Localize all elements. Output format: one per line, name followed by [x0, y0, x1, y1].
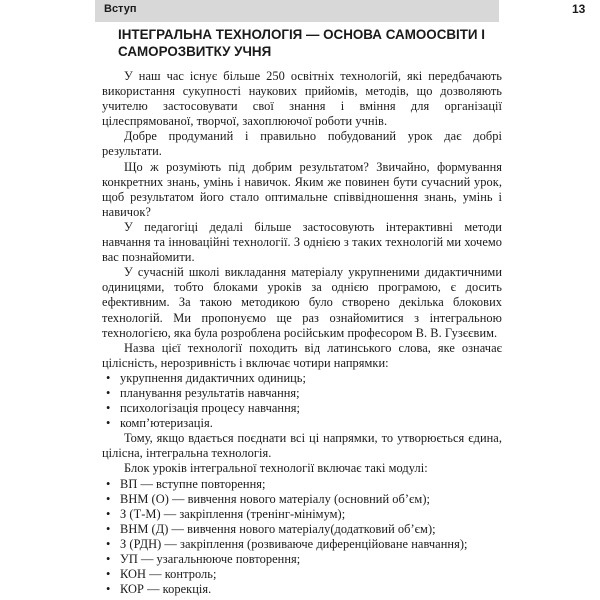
list-item: • комп’ютеризація.: [102, 416, 502, 431]
list-item: • планування результатів навчання;: [102, 386, 502, 401]
paragraph: У педагогіці дедалі більше застосовують інтерактивні методи навчання та інноваційні технології. З однією з таких технологій ми хочемо вас познайомити.: [102, 219, 502, 265]
list-item: • З (Т-М) — закріплення (тренінг-мінімум);: [102, 507, 502, 522]
list-item: • психологізація процесу навчання;: [102, 401, 502, 416]
list-item: • КОН — контроль;: [102, 567, 502, 582]
paragraph: Блок уроків інтегральної технології включає такі модулі:: [124, 461, 428, 476]
paragraph: Назва цієї технології походить від латинського слова, яке означає цілісність, нерозривність і включає чотири напрямки:: [102, 340, 502, 370]
paragraph: Тому, якщо вдається поєднати всі ці напрямки, то утворюється єдина, цілісна, інтегральна технологія.: [102, 431, 502, 461]
list-item: • КОР — корекція.: [102, 582, 502, 597]
list-item: • ВП — вступне повторення;: [102, 477, 502, 492]
directions-list: [102, 371, 502, 431]
list-item: • укрупнення дидактичних одиниць;: [102, 371, 502, 386]
list-item: • ВНМ (Д) — вивчення нового матеріалу(додатковий об’єм);: [102, 522, 502, 537]
body-text: [102, 69, 502, 597]
modules-list: [102, 477, 502, 598]
paragraph: У сучасній школі викладання матеріалу укрупненими дидактичними одиницями, тобто блоками уроків за однією програмою, є досить ефективним. За такою методикою було створено декілька блокових технологій. Ми пропонуємо ще раз ознайомитися з інтегральною технологією, яка була розроблена російським професором В. В. Гузєєвим.: [102, 265, 502, 340]
list-item: • УП — узагальнююче повторення;: [102, 552, 502, 567]
page-header: [95, 0, 586, 22]
paragraph: Добре продуманий і правильно побудований урок дає добрі результати.: [102, 129, 502, 159]
paragraph: У наш час існує більше 250 освітніх технологій, які передбачають використання сукупності наукових прийомів, методів, що дозволяють учителю застосовувати свої знання і вміння для організації цілеспрямованої, творчої, захоплюючої роботи учнів.: [102, 69, 502, 129]
section-name: Вступ: [104, 3, 137, 15]
chapter-title: ІНТЕГРАЛЬНА ТЕХНОЛОГІЯ — ОСНОВА САМООСВІТИ І САМОРОЗВИТКУ УЧНЯ: [118, 27, 485, 59]
page-number: 13: [572, 2, 586, 16]
paragraph: Що ж розуміють під добрим результатом? Звичайно, формування конкретних знань, умінь і навичок. Яким же повинен бути сучасний урок, щоб результатом його стало оптимальне співвідношення знань, умінь і навичок?: [102, 159, 502, 219]
list-item: • ВНМ (О) — вивчення нового матеріалу (основний об’єм);: [102, 492, 502, 507]
list-item: • З (РДН) — закріплення (розвиваюче диференційоване навчання);: [102, 537, 502, 552]
